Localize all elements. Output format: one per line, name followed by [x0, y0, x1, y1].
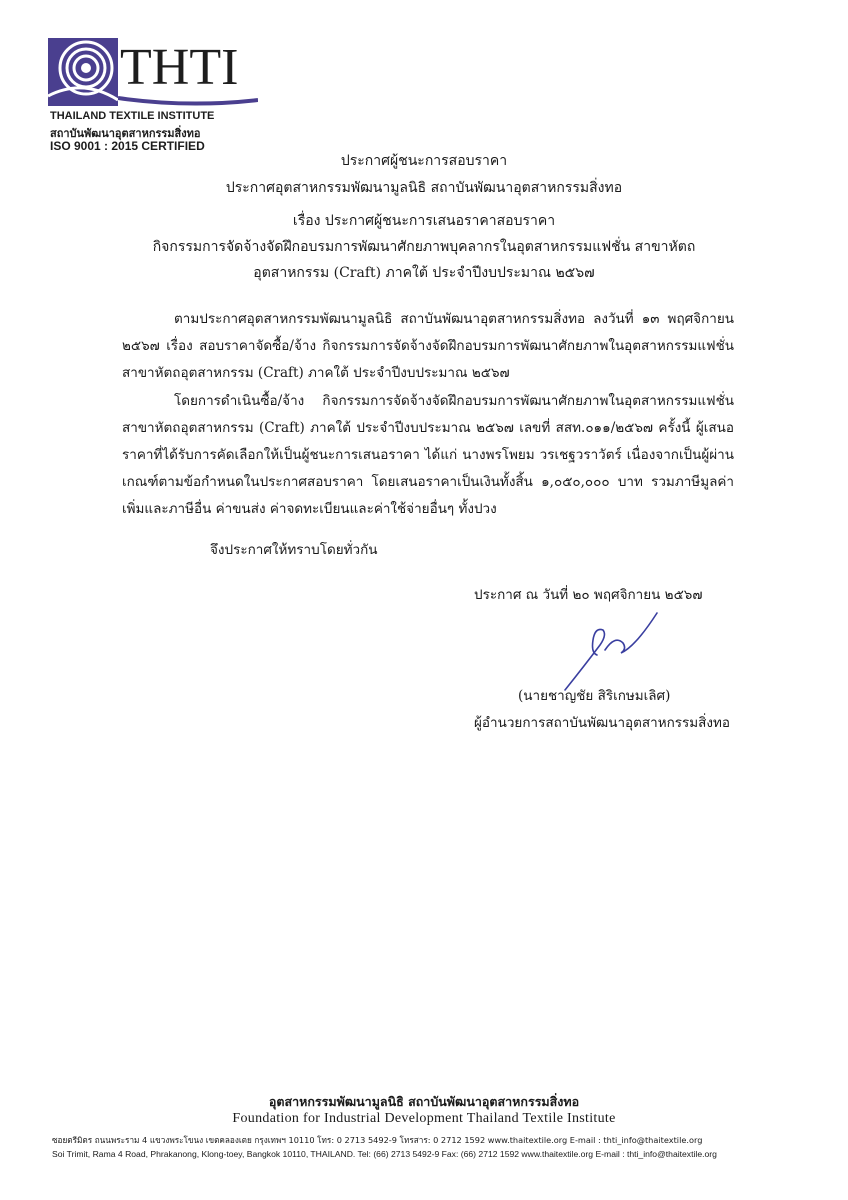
signer-name: (นายชาญชัย สิริเกษมเลิศ)	[518, 688, 671, 704]
body-paragraph-2	[122, 388, 734, 523]
logo-swoosh	[118, 96, 258, 106]
footer-org-th: อุตสาหกรรมพัฒนามูลนิธิ สถาบันพัฒนาอุตสาหกรรมสิ่งทอ	[268, 1094, 580, 1109]
announcement-activity-cont: อุตสาหกรรม (Craft) ภาคใต้ ประจำปีงบประมาณ ๒๕๖๗	[253, 265, 595, 281]
body-paragraph-2-text: โดยการดำเนินซื้อ/จ้าง กิจกรรมการจัดจ้างจัดฝึกอบรมการพัฒนาศักยภาพในอุตสาหกรรมแฟชั่นสาขาหัตถอุตสาหกรรม (Craft) ภาคใต้ ประจำปีงบประมาณ ๒๕๖๗ เลขที่ สสท.๐๑๑/๒๕๖๗ ครั้งนี้ ผู้เสนอราคาที่ได้รับการคัดเลือกให้เป็นผู้ชนะการเสนอราคา ได้แก่ นางพรโพยม วรเชฐวราวัตร์ เนื่องจากเป็นผู้ผ่านเกณฑ์ตามข้อกำหนดในประกาศสอบราคา โดยเสนอราคาเป็นเงินทั้งสิ้น ๑,๐๕๐,๐๐๐ บาท รวมภาษีมูลค่าเพิ่มและภาษีอื่น ค่าขนส่ง ค่าจดทะเบียนและค่าใช้จ่ายอื่นๆ ทั้งปวง	[122, 393, 734, 517]
signer-position: ผู้อำนวยการสถาบันพัฒนาอุตสาหกรรมสิ่งทอ	[474, 715, 731, 731]
body-paragraph-1-text: ตามประกาศอุตสาหกรรมพัฒนามูลนิธิ สถาบันพัฒนาอุตสาหกรรมสิ่งทอ ลงวันที่ ๑๓ พฤศจิกายน ๒๕๖๗ เรื่อง สอบราคาจัดซื้อ/จ้าง กิจกรรมการจัดจ้างจัดฝึกอบรมการพัฒนาศักยภาพในอุตสาหกรรมแฟชั่นสาขาหัตถอุตสาหกรรม (Craft) ภาคใต้ ประจำปีงบประมาณ ๒๕๖๗	[122, 311, 734, 381]
signature-image	[545, 605, 675, 695]
announcement-activity: กิจกรรมการจัดจ้างจัดฝึกอบรมการพัฒนาศักยภาพบุคลากรในอุตสาหกรรมแฟชั่น สาขาหัตถ	[152, 239, 696, 255]
announcement-title: ประกาศผู้ชนะการสอบราคา	[340, 153, 508, 169]
footer-address-en: Soi Trimit, Rama 4 Road, Phrakanong, Klong-toey, Bangkok 10110, THAILAND. Tel: (66) 2713 5492-9 Fax: (66) 2712 1592 www.thaitextile.org E-mail : thti_info@thaitextile.org	[52, 1149, 717, 1159]
logo-acronym: THTI	[120, 39, 239, 96]
footer-org-en: Foundation for Industrial Development Thailand Textile Institute	[232, 1111, 616, 1126]
thti-logo	[48, 38, 258, 153]
closing-statement: จึงประกาศให้ทราบโดยทั่วกัน	[210, 542, 378, 558]
logo-name-th: สถาบันพัฒนาอุตสาหกรรมสิ่งทอ	[50, 127, 201, 140]
swirl-logo-icon	[48, 38, 118, 106]
announcement-subject: เรื่อง ประกาศผู้ชนะการเสนอราคาสอบราคา	[292, 213, 556, 229]
announcement-org: ประกาศอุตสาหกรรมพัฒนามูลนิธิ สถาบันพัฒนาอุตสาหกรรมสิ่งทอ	[225, 180, 623, 196]
announcement-date: ประกาศ ณ วันที่ ๒๐ พฤศจิกายน ๒๕๖๗	[474, 587, 703, 603]
iso-certification: ISO 9001 : 2015 CERTIFIED	[50, 139, 205, 153]
footer-address-th: ซอยตรีมิตร ถนนพระราม 4 แขวงพระโขนง เขตคลองเตย กรุงเทพฯ 10110 โทร: 0 2713 5492-9 โทรสาร: 0 2712 1592 www.thaitextile.org E-mail : thti_info@thaitextile.org	[52, 1135, 703, 1145]
logo-name-en: THAILAND TEXTILE INSTITUTE	[50, 110, 215, 122]
body-paragraph-1	[122, 306, 734, 387]
